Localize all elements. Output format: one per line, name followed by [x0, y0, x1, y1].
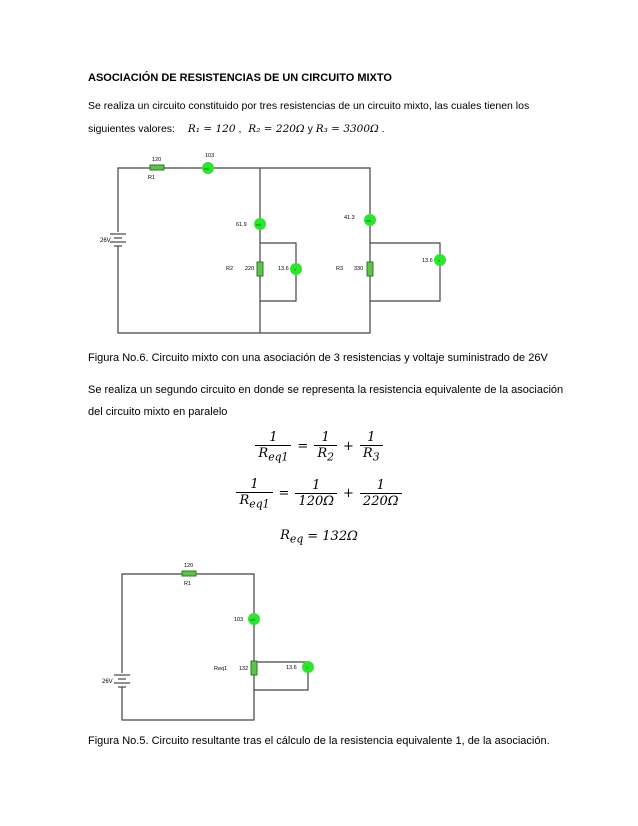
ammeter-right-unit: mA	[366, 219, 372, 223]
ammeter-top-label: 103	[205, 153, 215, 159]
r1b-name-label: R1	[184, 581, 192, 587]
resistor2-r1	[182, 571, 196, 576]
battery-label: 26V	[100, 238, 111, 244]
battery2-label: 26V	[102, 679, 113, 685]
circuit-figure-1	[96, 148, 466, 338]
intro-prefix: siguientes valores:	[88, 123, 175, 135]
voltmeter2-unit: V	[306, 666, 309, 670]
r3-value: R₃ = 3300Ω	[315, 123, 379, 135]
para2-line-2: del circuito mixto en paralelo	[88, 406, 228, 418]
resistor-r1	[150, 165, 164, 170]
ammeter2-label: 103	[234, 617, 244, 623]
ammeter2-unit: mA	[250, 618, 256, 622]
req1-name-label: Req1	[214, 666, 228, 672]
circuit-figure-2	[96, 560, 326, 725]
r3-name-label: R3	[336, 266, 344, 272]
ammeter-mid-unit: mA	[256, 223, 262, 227]
r2-value: R₂ = 220Ω	[248, 123, 305, 135]
voltmeter-right-unit: V	[438, 259, 441, 263]
and-word: y	[307, 123, 313, 135]
r3-value-label: 330	[354, 266, 364, 272]
r1-value: R₁ = 120	[187, 123, 236, 135]
r2-name-label: R2	[226, 266, 234, 272]
para2-line-1: Se realiza un segundo circuito en donde se representa la resistencia equivalente de la asociación	[88, 384, 564, 396]
figure-1-caption: Figura No.6. Circuito mixto con una asociación de 3 resistencias y voltaje suministrado de 26V	[88, 352, 548, 364]
voltmeter-right-label: 13.6	[422, 258, 433, 264]
resistor-r3	[367, 262, 373, 276]
figure-2-caption: Figura No.5. Circuito resultante tras el cálculo de la resistencia equivalente 1, de la asociación.	[88, 735, 550, 747]
equation-3: $R_{eq}$ = 132Ω	[280, 528, 358, 546]
resistor-req1	[251, 661, 257, 675]
equation-2: $\frac{1}{R_{eq1}}$ = $\frac{1}{120\Omega}$ + $\frac{1}{220\Omega}$	[0, 477, 638, 511]
voltmeter2-label: 13.6	[286, 665, 297, 671]
voltmeter-mid-unit: V	[294, 268, 297, 272]
req1-value-label: 132	[239, 666, 249, 672]
intro-line-1: Se realiza un circuito constituido por tres resistencias de un circuito mixto, las cuales tienen los	[88, 100, 530, 112]
ammeter-mid-label: 61.9	[236, 222, 247, 228]
r1-name-label: R1	[148, 175, 156, 181]
section-heading: ASOCIACIÓN DE RESISTENCIAS DE UN CIRCUITO MIXTO	[88, 72, 392, 84]
ammeter-top-unit: mA	[204, 167, 210, 171]
ammeter-right-label: 41.3	[344, 215, 355, 221]
r2-value-label: 220	[245, 266, 255, 272]
period: .	[381, 123, 385, 135]
resistor-r2	[257, 262, 263, 276]
voltmeter-mid-label: 13.6	[278, 266, 289, 272]
equation-1: $\frac{1}{R_{eq1}}$ = $\frac{1}{R_2}$ + $\frac{1}{R_3}$	[0, 430, 638, 464]
r1-value-label: 120	[152, 157, 162, 163]
separator: ,	[238, 123, 242, 135]
r1b-value-label: 120	[184, 563, 194, 569]
intro-line-2	[88, 122, 385, 136]
